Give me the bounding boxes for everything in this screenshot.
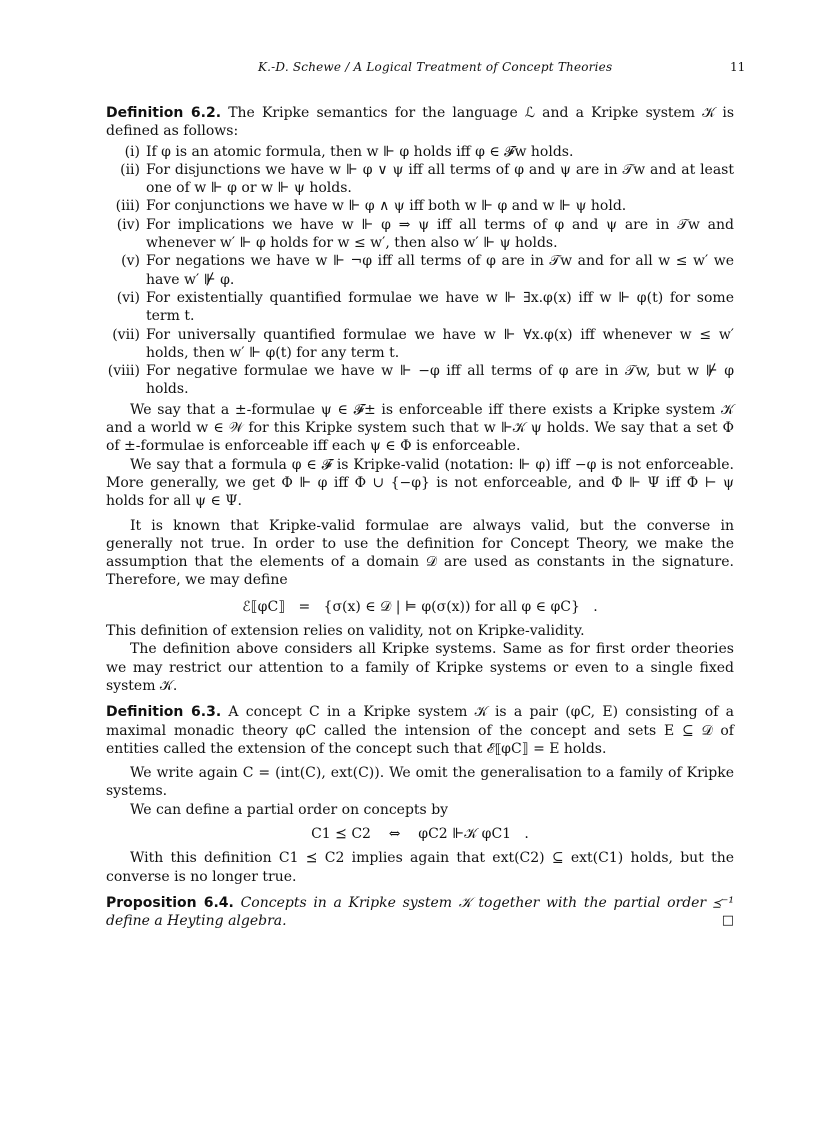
definition-label: Definition 6.3. bbox=[106, 704, 222, 721]
definition-6-3 bbox=[106, 703, 734, 758]
list-item: (iii) For conjunctions we have w ⊩ φ ∧ ψ iff both w ⊩ φ and w ⊩ ψ hold. bbox=[115, 198, 627, 215]
page-body bbox=[106, 104, 734, 930]
definition-6-2 bbox=[106, 104, 734, 141]
paragraph-implication: With this definition C1 ⪯ C2 implies again that ext(C2) ⊆ ext(C1) holds, but the converse is no longer true. bbox=[106, 850, 734, 885]
definition-label: Definition 6.2. bbox=[106, 105, 222, 121]
list-item: (i) If φ is an atomic formula, then w ⊩ φ holds iff φ ∈ 𝓕w holds. bbox=[124, 143, 574, 160]
page-header bbox=[0, 60, 816, 80]
paragraph-kripke-systems: The definition above considers all Kripke systems. Same as for first order theories we may restrict our attention to a family of Kripke systems or even to a single fixed system 𝒦. bbox=[106, 641, 734, 694]
paragraph-kripke-valid: We say that a formula φ ∈ 𝓕 is Kripke-valid (notation: ⊩ φ) iff −φ is not enforceable. More generally, we get Φ ⊩ φ iff Φ ∪ {−φ} is not enforceable, and Φ ⊩ Ψ iff Φ ⊢ ψ holds for all ψ ∈ Ψ. bbox=[106, 456, 734, 510]
paragraph-enforceable: We say that a ±-formulae ψ ∈ 𝓕± is enforceable iff there exists a Kripke system 𝒦 and a world w ∈ 𝒲 for this Kripke system such that w ⊩𝒦 ψ holds. We say that a set Φ of ±-formulae is enforceable iff each ψ ∈ Φ is enforceable. bbox=[106, 401, 734, 455]
list-item: (ii) For disjunctions we have w ⊩ φ ∨ ψ iff all terms of φ and ψ are in 𝒯w and at least one of w ⊩ φ or w ⊩ ψ holds. bbox=[120, 161, 734, 197]
paragraph-notation: We write again C = (int(C), ext(C)). We omit the generalisation to a family of Kripke systems. bbox=[106, 765, 734, 800]
qed-symbol: □ bbox=[721, 913, 734, 929]
definition-items bbox=[106, 143, 734, 399]
running-head: K.-D. Schewe / A Logical Treatment of Concept Theories bbox=[258, 60, 613, 74]
paragraph-extension-note: This definition of extension relies on validity, not on Kripke-validity. bbox=[106, 623, 585, 640]
equation-partial-order: C1 ⪯ C2 ⇔ φC2 ⊩𝒦 φC1 . bbox=[311, 825, 529, 842]
list-item: (v) For negations we have w ⊩ ¬φ iff all terms of φ are in 𝒯w and for all w ≤ w′ we have w′ ⊮ φ. bbox=[121, 253, 734, 288]
list-item: (vii) For universally quantified formulae we have w ⊩ ∀x.φ(x) iff whenever w ≤ w′ holds, then w′ ⊩ φ(t) for any term t. bbox=[112, 326, 734, 361]
proposition-6-4 bbox=[106, 894, 734, 931]
definition-text: The Kripke semantics for the language ℒ and a Kripke system 𝒦 is defined as follows: bbox=[106, 105, 735, 140]
list-item: (vi) For existentially quantified formulae we have w ⊩ ∃x.φ(x) iff w ⊩ φ(t) for some term t. bbox=[116, 289, 734, 325]
proposition-label: Proposition 6.4. bbox=[106, 894, 234, 911]
definition-text: A concept C in a Kripke system 𝒦 is a pair (φC, E) consisting of a maximal monadic theory φC called the intension of the concept and sets E ⊆ 𝒟 of entities called the extension of the concept such that ℰ⟦φC⟧ = E holds. bbox=[106, 704, 735, 757]
page-number: 11 bbox=[730, 60, 746, 74]
equation-extension: ℰ⟦φC⟧ = {σ(x) ∈ 𝒟 | ⊨ φ(σ(x)) for all φ ∈ φC} . bbox=[242, 598, 598, 615]
list-item: (iv) For implications we have w ⊩ φ ⇒ ψ iff all terms of φ and ψ are in 𝒯w and whenever w′ ⊩ φ holds for w ≤ w′, then also w′ ⊩ ψ holds. bbox=[116, 216, 734, 252]
list-item: (viii) For negative formulae we have w ⊩ −φ iff all terms of φ are in 𝒯w, but w ⊮ φ holds. bbox=[107, 363, 734, 398]
paragraph-validity: It is known that Kripke-valid formulae are always valid, but the converse in generally not true. In order to use the definition for Concept Theory, we make the assumption that the elements of a domain 𝒟 are used as constants in the signature. Therefore, we may define bbox=[106, 517, 734, 589]
paragraph-partial-order: We can define a partial order on concepts by bbox=[130, 801, 449, 818]
proposition-text: Concepts in a Kripke system 𝒦 together with the partial order ⪯⁻¹ define a Heyting algebra. bbox=[106, 894, 735, 930]
